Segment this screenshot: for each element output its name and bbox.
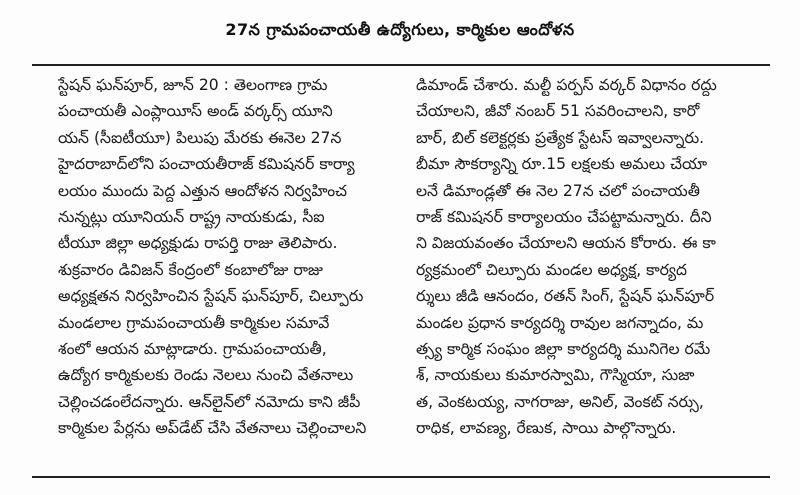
text-line: యన్ (సీఐటీయూ) పిలుపు మేరకు ఈనెల 27న xyxy=(58,128,342,147)
text-line: స్టేషన్ ఘన్‌పూర్, జూన్ 20 : తెలంగాణ గ్రామ xyxy=(58,76,328,94)
text-line: శ్, నాయకులు కుమారస్వామి, గౌస్మియా, సుజా xyxy=(416,366,695,385)
text-line: లనే డిమాండ్లతో ఈ నెల 27న చలో పంచాయతీ xyxy=(416,181,700,200)
text-line: త, వెంకటయ్య, నాగరాజు, అనిల్, వెంకట్ నర్సు, xyxy=(416,392,704,411)
top-divider xyxy=(32,64,770,66)
text-line: టీయూ జిల్లా అధ్యక్షుడు రాపర్తి రాజు తెలిపారు. xyxy=(58,234,338,253)
text-line: శంలో ఆయన మాట్లాడారు. గ్రామపంచాయతీ, xyxy=(58,339,327,358)
text-line: శుక్రవారం డివిజన్ కేంద్రంలో కంబాలోజు రాజు xyxy=(58,260,324,279)
text-line: ని విజయవంతం చేయాలని ఆయన కోరారు. ఈ కా xyxy=(416,234,716,253)
text-line: నున్నట్లు యూనియన్ రాష్ట్ర నాయకుడు, సీఐ xyxy=(58,207,325,226)
text-line: పంచాయతీ ఎంప్లాయీస్ అండ్ వర్కర్స్ యూని xyxy=(58,102,333,121)
text-line: ర్యక్రమంలో చిల్పూరు మండల అధ్యక్ష, కార్యద xyxy=(416,260,688,279)
text-line: ఉద్యోగ కార్మికులకు రెండు నెలలు నుంచి వేతనాలు xyxy=(58,366,354,385)
headline: 27న గ్రామపంచాయతీ ఉద్యోగులు, కార్మికుల ఆందోళన xyxy=(225,19,575,39)
text-line: ర్శులు జీడి ఆనందం, రతన్ సింగ్, స్టేషన్ ఘన్‌పూర్ xyxy=(416,287,715,306)
text-line: మండల ప్రధాన కార్యదర్శి రావుల జగన్నాదం, మ xyxy=(416,313,704,332)
text-line: లయం ముందు పెద్ద ఎత్తున ఆందోళన నిర్వహించ xyxy=(58,181,348,200)
text-line: అధ్యక్షతన నిర్వహించిన స్టేషన్ ఘన్‌పూర్, చిల్పూరు xyxy=(58,287,364,306)
text-line: డిమాండ్ చేశారు. మల్టీ పర్పస్ వర్కర్ విధానం రద్దు xyxy=(416,76,717,94)
text-line: మండలాల గ్రామపంచాయతీ కార్మికుల సమావే xyxy=(58,313,330,332)
left-column xyxy=(58,72,418,441)
text-line: రాజ్ కమిషనర్ కార్యాలయం చేపట్టామన్నారు. దీని xyxy=(416,207,712,226)
text-line: చేయాలని, జీవో నంబర్ 51 సవరించాలని, కారో xyxy=(416,102,700,121)
right-column xyxy=(416,72,786,441)
text-line: రాధిక, లావణ్య, రేణుక, సాయి పాల్గొన్నారు. xyxy=(416,419,677,438)
bottom-divider xyxy=(32,476,770,478)
text-line: బీమా సౌకర్యాన్ని రూ.15 లక్షలకు అమలు చేయా xyxy=(416,155,708,174)
text-line: బార్, బిల్ కలెక్టర్లకు ప్రత్యేక స్టేటస్ ఇవ్వాలన్నారు. xyxy=(416,128,705,147)
text-line: త్స్య కార్మిక సంఘం జిల్లా కార్యదర్శి మునిగెల రమే xyxy=(416,339,711,358)
text-line: కార్మికుల పేర్లను అప్‌డేట్ చేసి వేతనాలు చెల్లించాలని xyxy=(58,419,367,438)
text-line: హైదరాబాద్‌లోని పంచాయతీరాజ్ కమిషనర్ కార్యా xyxy=(58,155,355,174)
text-line: చెల్లించడంలేదన్నారు. ఆన్‌లైన్‌లో నమోదు కాని జీపీ xyxy=(58,392,361,411)
